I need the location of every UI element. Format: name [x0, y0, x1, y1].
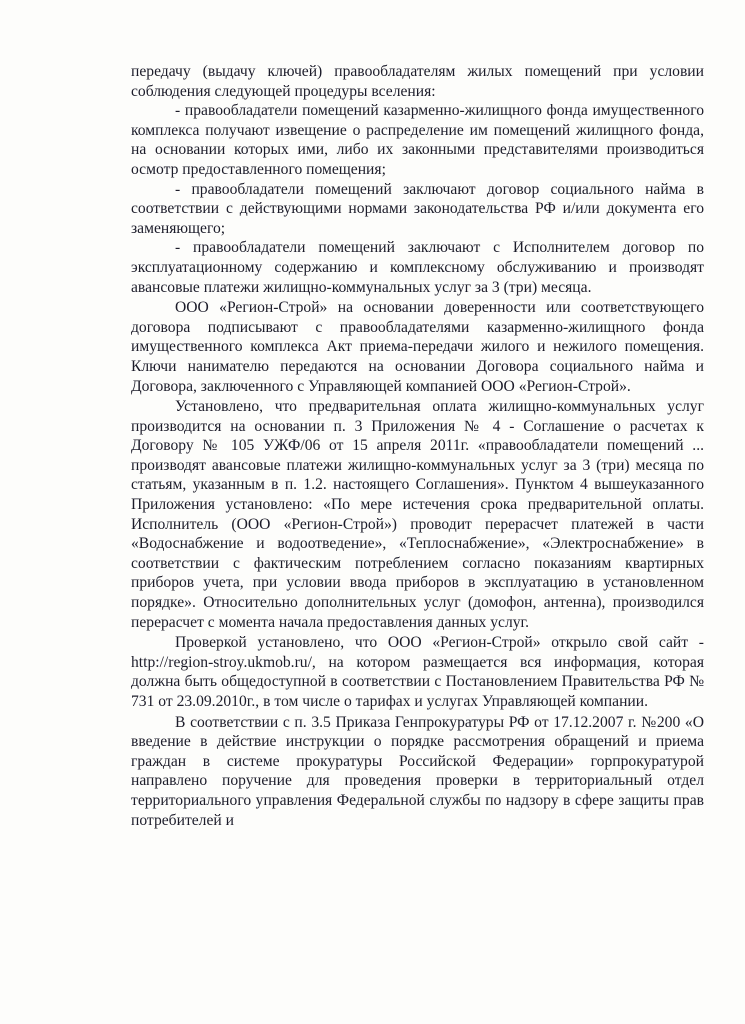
- paragraph-prepayment: Установлено, что предварительная оплата жилищно-коммунальных услуг производится на основании п. 3 Приложения № 4 - Соглашение о расчетах к Договору № 105 УЖФ/06 от 15 апреля 2011г. «правообладатели помещений ... производят авансовые платежи жилищно-коммунальных услуг за 3 (три) месяца по статьям, указанным в п. 1.2. настоящего Соглашения». Пунктом 4 вышеуказанного Приложения установлено: «По мере истечения срока предварительной оплаты. Исполнитель (ООО «Регион-Строй») проводит перерасчет платежей в части «Водоснабжение и водоотведение», «Теплоснабжение», «Электроснабжение» в соответствии с фактическим потреблением согласно показаниям квартирных приборов учета, при условии ввода приборов в эксплуатацию в установленном порядке». Относительно дополнительных услуг (домофон, антенна), производился перерасчет с момента начала предоставления данных услуг.: [131, 398, 704, 631]
- paragraph-social-contract-item: - правообладатели помещений заключают договор социального найма в соответствии с действующими нормами законодательства РФ и/или документа его заменяющего;: [131, 180, 704, 237]
- paragraph-handover-act: ООО «Регион-Строй» на основании доверенности или соответствующего договора подписывают с правообладателями казарменно-жилищного фонда имущественного комплекса Акт приема-передачи жилого и нежилого помещения. Ключи нанимателю передаются на основании Договора социального найма и Договора, заключенного с Управляющей компанией ООО «Регион-Строй».: [131, 299, 704, 395]
- paragraph-procedure-intro: передачу (выдачу ключей) правообладателям жилых помещений при условии соблюдения следующей процедуры вселения:: [131, 63, 704, 100]
- paragraph-website: Проверкой установлено, что ООО «Регион-Строй» открыло свой сайт - http://region-stroy.ukmob.ru/, на котором размещается вся информация, которая должна быть общедоступной в соответствии с Постановлением Правительства РФ № 731 от 23.09.2010г., в том числе о тарифах и услугах Управляющей компании.: [131, 634, 704, 710]
- paragraph-notice-item: - правообладатели помещений казарменно-жилищного фонда имущественного комплекса получают извещение о распределение им помещений жилищного фонда, на основании которых ими, либо их законными представителями производиться осмотр предоставленного помещения;: [131, 102, 704, 178]
- paragraph-prosecutor-order: В соответствии с п. 3.5 Приказа Генпрокуратуры РФ от 17.12.2007 г. №200 «О введение в действие инструкции о порядке рассмотрения обращений и приема граждан в системе прокуратуры Российской Федерации» горпрокуратурой направлено поручение для проведения проверки в территориальный отдел территориального управления Федеральной службы по надзору в сфере защиты прав потребителей и: [131, 713, 704, 829]
- document-body: [131, 62, 704, 830]
- paragraph-service-contract-item: - правообладатели помещений заключают с Исполнителем договор по эксплуатационному содержанию и комплексному обслуживанию и производят авансовые платежи жилищно-коммунальных услуг за 3 (три) месяца.: [131, 239, 704, 296]
